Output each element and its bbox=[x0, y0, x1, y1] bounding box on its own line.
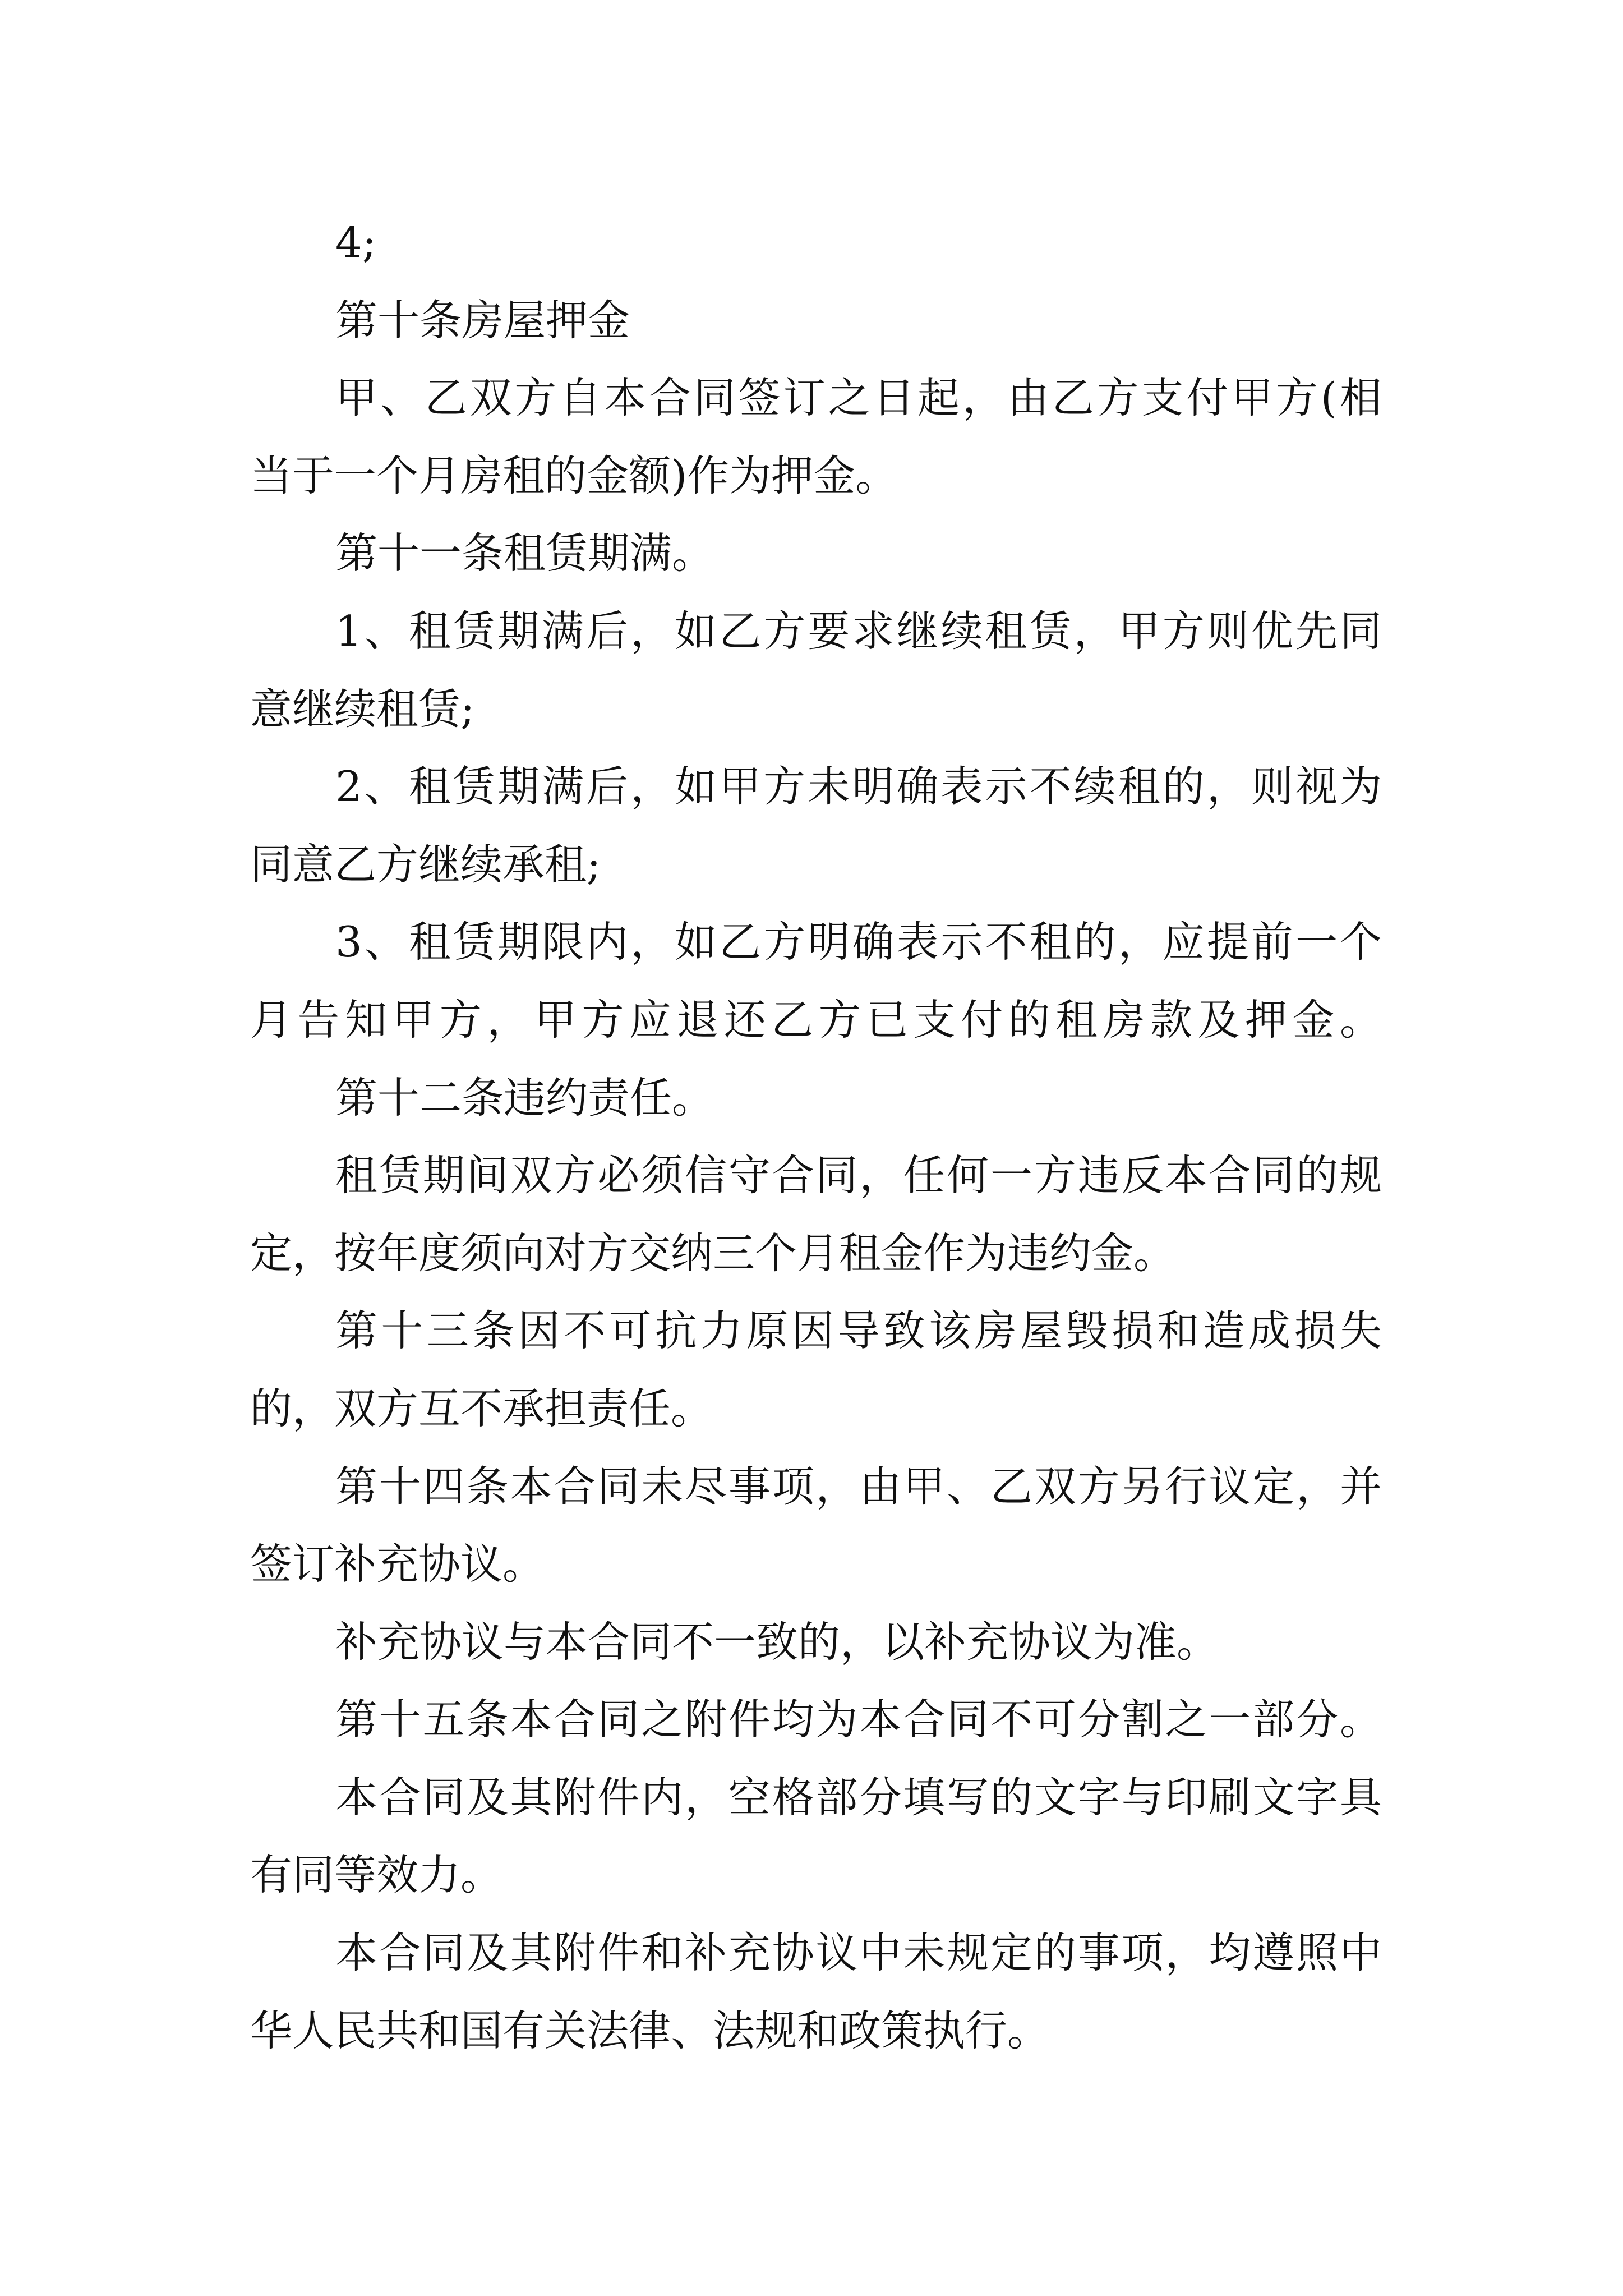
text-line: 意继续租赁; bbox=[250, 684, 475, 734]
clause-12-heading bbox=[250, 1059, 1382, 1137]
text-line: 第十三条因不可抗力原因导致该房屋毁损和造成损失 bbox=[335, 1306, 1382, 1356]
text-line: 第十五条本合同之附件均为本合同不可分割之一部分。 bbox=[335, 1695, 1382, 1745]
text-line: 本合同及其附件和补充协议中未规定的事项，均遵照中 bbox=[335, 1928, 1382, 1978]
clause-14 bbox=[250, 1448, 1382, 1603]
text-line: 定，按年度须向对方交纳三个月租金作为违约金。 bbox=[250, 1228, 1176, 1278]
clause-10-heading bbox=[250, 282, 1382, 360]
clause-12-body bbox=[250, 1137, 1382, 1292]
text-line: 1、租赁期满后，如乙方要求继续租赁，甲方则优先同 bbox=[335, 606, 1382, 656]
text-line: 第十二条违约责任。 bbox=[335, 1073, 714, 1122]
clause-11-item-2 bbox=[250, 748, 1382, 903]
text-line: 第十一条租赁期满。 bbox=[335, 528, 714, 578]
text-line: 同意乙方继续承租; bbox=[250, 839, 601, 889]
text-line: 本合同及其附件内，空格部分填写的文字与印刷文字具 bbox=[335, 1772, 1382, 1822]
text-line: 4; bbox=[335, 218, 376, 267]
text-line: 租赁期间双方必须信守合同，任何一方违反本合同的规 bbox=[335, 1151, 1382, 1200]
clause-11-item-1 bbox=[250, 592, 1382, 748]
text-line: 第十条房屋押金 bbox=[335, 295, 630, 345]
list-item-fragment bbox=[250, 204, 1382, 282]
clause-11-item-3 bbox=[250, 903, 1382, 1059]
text-line: 2、租赁期满后，如甲方未明确表示不续租的，则视为 bbox=[335, 762, 1382, 812]
text-line: 第十四条本合同未尽事项，由甲、乙双方另行议定，并 bbox=[335, 1461, 1382, 1511]
text-line: 签订补充协议。 bbox=[250, 1539, 545, 1589]
clause-13 bbox=[250, 1292, 1382, 1447]
text-line: 甲、乙双方自本合同签订之日起，由乙方支付甲方(相 bbox=[335, 373, 1382, 423]
text-line: 3、租赁期限内，如乙方明确表示不租的，应提前一个 bbox=[335, 917, 1382, 967]
clause-10-body bbox=[250, 359, 1382, 514]
clause-15 bbox=[250, 1681, 1382, 1759]
text-line: 补充协议与本合同不一致的，以补充协议为准。 bbox=[335, 1617, 1219, 1667]
text-line: 的，双方互不承担责任。 bbox=[250, 1383, 713, 1433]
clause-15-attachments-effect bbox=[250, 1759, 1382, 1914]
clause-15-governing-law bbox=[250, 1914, 1382, 2069]
text-line: 华人民共和国有关法律、法规和政策执行。 bbox=[250, 2005, 1050, 2055]
text-line: 当于一个月房租的金额)作为押金。 bbox=[250, 450, 898, 500]
document-page bbox=[250, 204, 1382, 2069]
clause-11-heading bbox=[250, 514, 1382, 592]
text-line: 月告知甲方，甲方应退还乙方已支付的租房款及押金。 bbox=[250, 995, 1382, 1045]
text-line: 有同等效力。 bbox=[250, 1850, 503, 1900]
clause-14-note bbox=[250, 1603, 1382, 1681]
